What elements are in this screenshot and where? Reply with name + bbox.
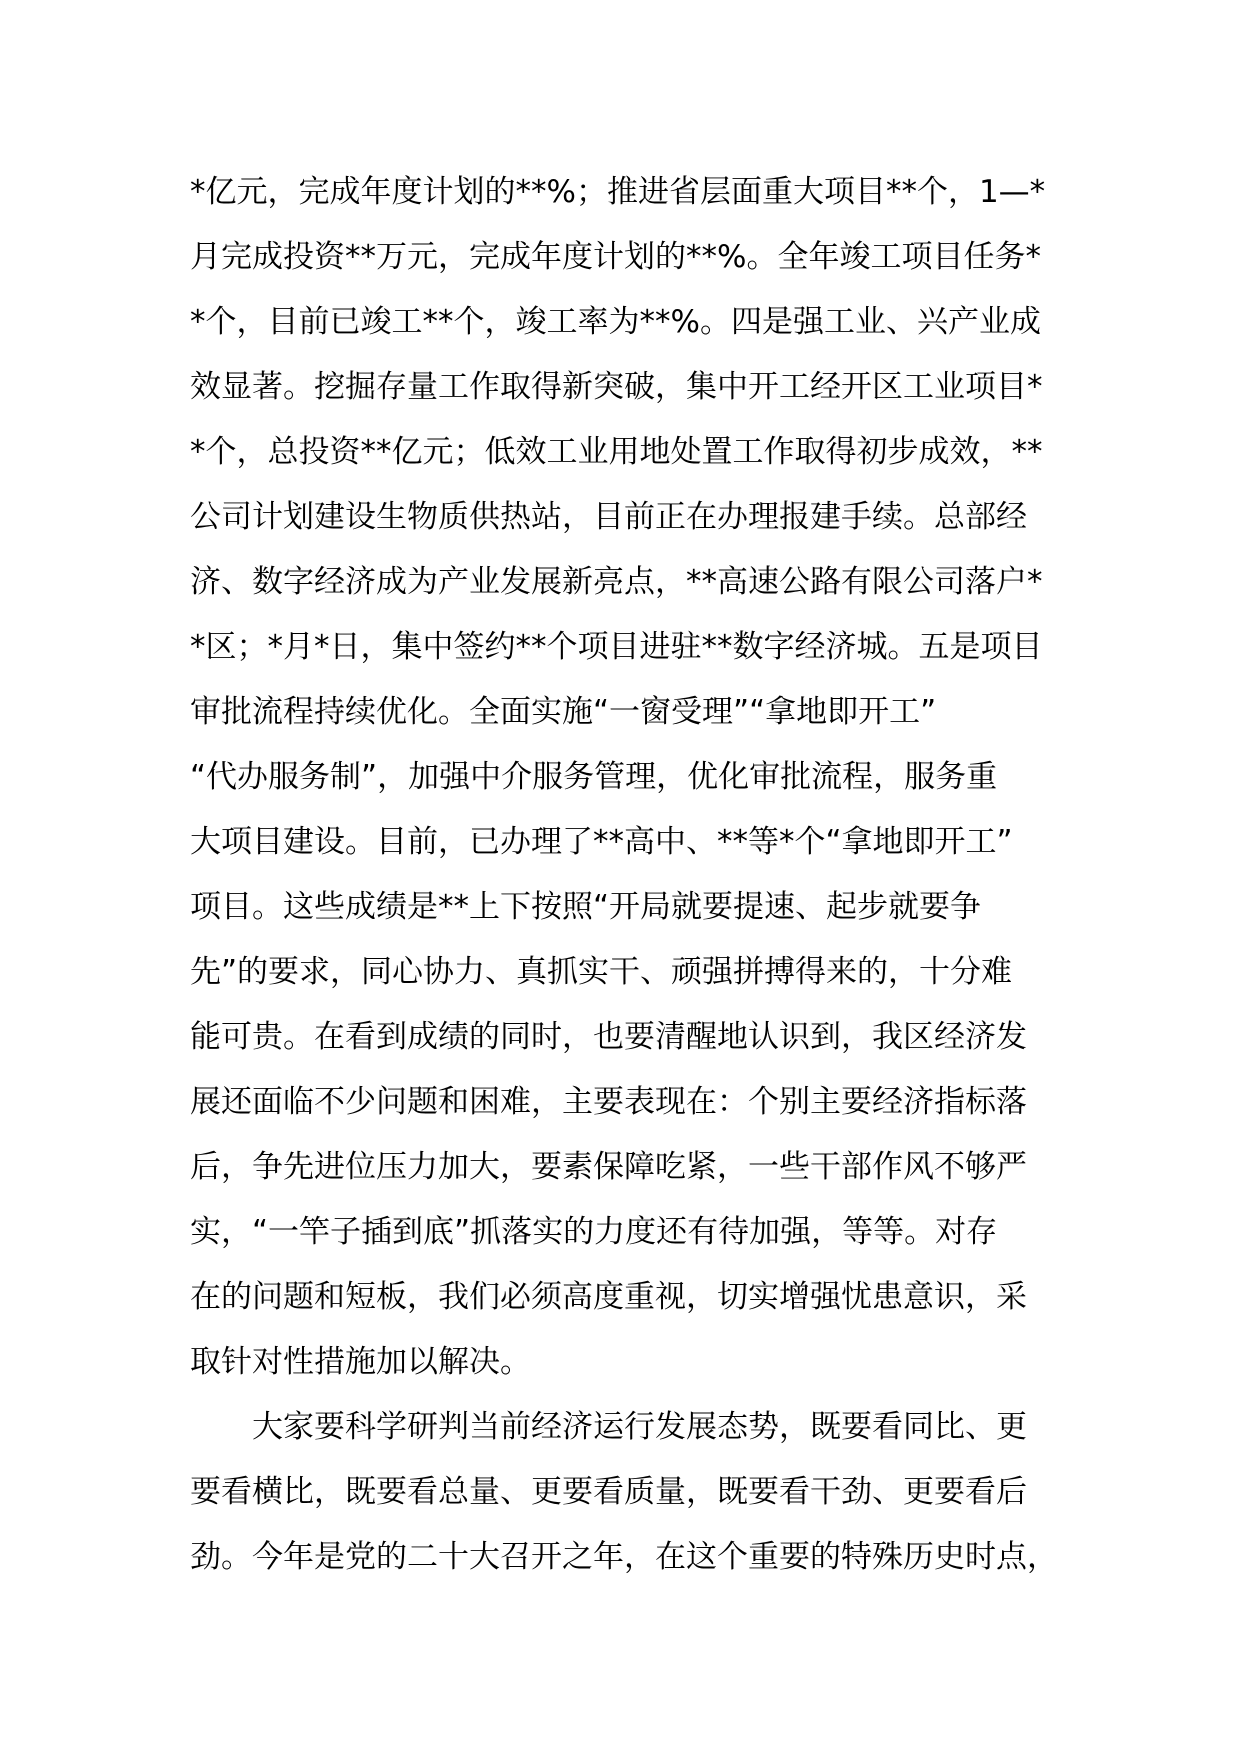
text-line: 展还面临不少问题和困难，主要表现在：个别主要经济指标落 [190,1084,1027,1120]
text-line: 济、数字经济成为产业发展新亮点，**高速公路有限公司落户* [190,564,1043,600]
text-line: *亿元，完成年度计划的**%；推进省层面重大项目**个，1—* [190,174,1046,210]
text-line: 后，争先进位压力加大，要素保障吃紧，一些干部作风不够严 [190,1149,1027,1185]
text-line: 项目。这些成绩是**上下按照“开局就要提速、起步就要争 [190,889,982,925]
text-line: *区；*月*日，集中签约**个项目进驻**数字经济城。五是项目 [190,629,1043,665]
text-line: “代办服务制”，加强中介服务管理，优化审批流程，服务重 [190,759,998,795]
text-line: *个，总投资**亿元；低效工业用地处置工作取得初步成效，** [190,434,1043,470]
text-line: 大家要科学研判当前经济运行发展态势，既要看同比、更 [252,1409,1027,1445]
text-line: 先”的要求，同心协力、真抓实干、顽强拼搏得来的，十分难 [190,954,1013,990]
text-line: 劲。今年是党的二十大召开之年，在这个重要的特殊历史时点， [190,1539,1058,1575]
text-line: 要看横比，既要看总量、更要看质量，既要看干劲、更要看后 [190,1474,1027,1510]
text-line: 公司计划建设生物质供热站，目前正在办理报建手续。总部经 [190,499,1027,535]
text-line: 月完成投资**万元，完成年度计划的**%。全年竣工项目任务* [190,239,1041,275]
paragraph-2 [190,1395,1058,1590]
text-line: 在的问题和短板，我们必须高度重视，切实增强忧患意识，采 [190,1279,1027,1315]
text-line: 效显著。挖掘存量工作取得新突破，集中开工经开区工业项目* [190,369,1043,405]
text-line: 能可贵。在看到成绩的同时，也要清醒地认识到，我区经济发 [190,1019,1027,1055]
text-line: 审批流程持续优化。全面实施“一窗受理”“拿地即开工” [190,694,937,730]
text-line: 大项目建设。目前，已办理了**高中、**等*个“拿地即开工” [190,824,1013,860]
text-line: 取针对性措施加以解决。 [190,1344,531,1380]
paragraph-1 [190,160,1058,1395]
text-line: 实，“一竿子插到底”抓落实的力度还有待加强，等等。对存 [190,1214,998,1250]
text-line: *个，目前已竣工**个，竣工率为**%。四是强工业、兴产业成 [190,304,1041,340]
document-body [190,160,1058,1590]
